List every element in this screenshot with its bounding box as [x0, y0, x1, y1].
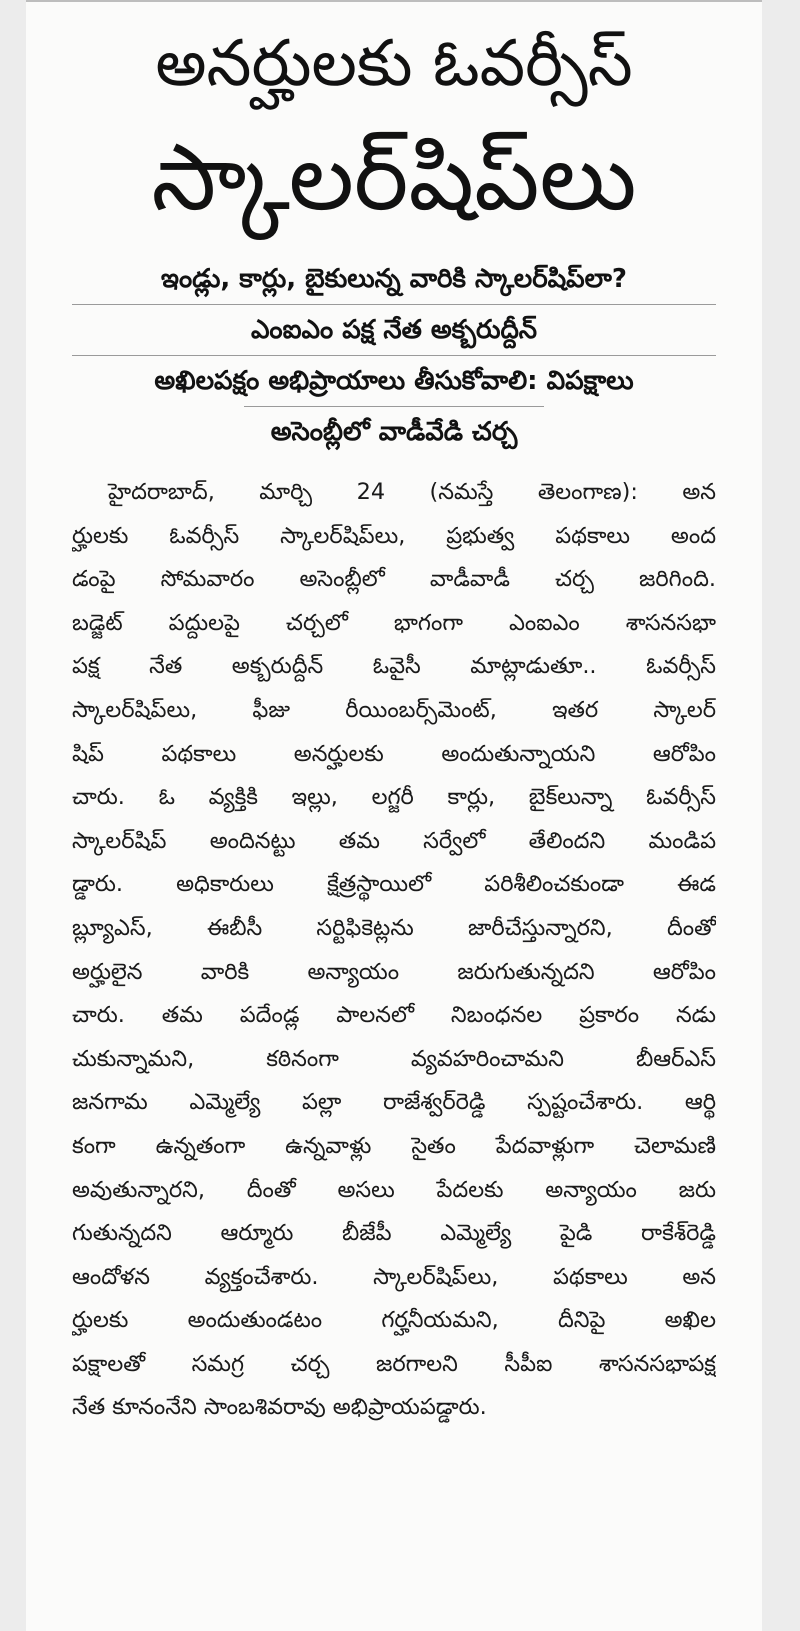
subheadline-group	[72, 258, 716, 453]
body-line: స్కాలర్‌షిప్‌లు, ఫీజు రీయింబర్స్‌మెంట్‌, ఇతర స్కాలర్‌	[72, 696, 716, 723]
subheadline-divider	[72, 304, 716, 305]
body-line: బ్ల్యూఎస్‌, ఈబీసీ సర్టిఫికెట్లను జారీచేస్తున్నారని, దీంతో	[72, 914, 716, 941]
subheadline-2: ఎంఐఎం పక్ష నేత అక్బరుద్దీన్	[250, 315, 538, 345]
body-line: చుకున్నామని, కఠినంగా వ్యవహరించామని బీఆర్‌ఎస్‌	[72, 1045, 716, 1072]
body-line: షిప్‌ పథకాలు అనర్హులకు అందుతున్నాయని ఆరోపిం	[72, 740, 716, 767]
subheadline-4: అసెంబ్లీలో వాడీవేడి చర్చ	[270, 417, 518, 447]
body-line: పక్ష నేత అక్బరుద్దీన్‌ ఓవైసీ మాట్లాడుతూ.. ఓవర్సీస్‌	[72, 653, 716, 680]
body-line: స్కాలర్‌షిప్‌ అందినట్టు తమ సర్వేలో తేలిందని మండిప	[72, 827, 716, 854]
body-line: డంపై సోమవారం అసెంబ్లీలో వాడీవాడీ చర్చ జరిగింది.	[72, 566, 716, 593]
body-line: ఆందోళన వ్యక్తంచేశారు. స్కాలర్‌షిప్‌లు, పథకాలు అన	[72, 1263, 716, 1290]
headline-line-1: అనర్హులకు ఓవర్సీస్	[155, 27, 633, 101]
body-line: జనగామ ఎమ్మెల్యే పల్లా రాజేశ్వర్‌రెడ్డి స్పష్టంచేశారు. ఆర్థి	[72, 1089, 716, 1116]
body-line: ర్హులకు అందుతుండటం గర్హనీయమని, దీనిపై అఖిల	[72, 1307, 716, 1334]
subheadline-1: ఇండ్లు, కార్లు, బైకులున్న వారికి స్కాలర్‌షిప్‌లా?	[161, 264, 627, 294]
body-line: ర్హులకు ఓవర్సీస్‌ స్కాలర్‌షిప్‌లు, ప్రభుత్వ పథకాలు అంద	[72, 522, 716, 549]
body-line: చారు. తమ పదేండ్ల పాలనలో నిబంధనల ప్రకారం నడు	[72, 1002, 716, 1029]
headline-line-2: స్కాలర్‌షిప్‌లు	[151, 124, 637, 231]
body-line: కంగా ఉన్నతంగా ఉన్నవాళ్లు సైతం పేదవాళ్లుగా చెలామణి	[72, 1132, 716, 1159]
body-line: డ్డారు. అధికారులు క్షేత్రస్థాయిలో పరిశీలించకుండా ఈడ	[72, 871, 716, 898]
body-line: బడ్జెట్‌ పద్దులపై చర్చలో భాగంగా ఎంఐఎం శాసనసభా	[72, 609, 716, 636]
body-line: అవుతున్నారని, దీంతో అసలు పేదలకు అన్యాయం జరు	[72, 1176, 716, 1203]
body-line: చారు. ఓ వ్యక్తికి ఇల్లు, లగ్జరీ కార్లు, బైక్‌లున్నా ఓవర్సీస్‌	[72, 784, 716, 811]
body-line: హైదరాబాద్‌, మార్చి 24 (నమస్తే తెలంగాణ): అన	[108, 479, 716, 505]
body-line: పక్షాలతో సమగ్ర చర్చ జరగాలని సీపీఐ శాసనసభాపక్ష	[72, 1350, 716, 1377]
article-body	[72, 471, 716, 1430]
top-border	[26, 0, 762, 2]
subheadline-divider	[244, 406, 544, 407]
newspaper-clipping	[26, 0, 762, 1631]
body-line: నేత కూనంనేని సాంబశివరావు అభిప్రాయపడ్డారు.	[72, 1394, 487, 1421]
subheadline-3: అఖిలపక్షం అభిప్రాయాలు తీసుకోవాలి: విపక్షాలు	[154, 366, 634, 396]
subheadline-divider	[72, 355, 716, 356]
body-line: అర్హులైన వారికి అన్యాయం జరుగుతున్నదని ఆరోపిం	[72, 958, 716, 985]
body-line: గుతున్నదని ఆర్మూరు బీజేపీ ఎమ్మెల్యే పైడి రాకేశ్‌రెడ్డి	[72, 1220, 716, 1247]
